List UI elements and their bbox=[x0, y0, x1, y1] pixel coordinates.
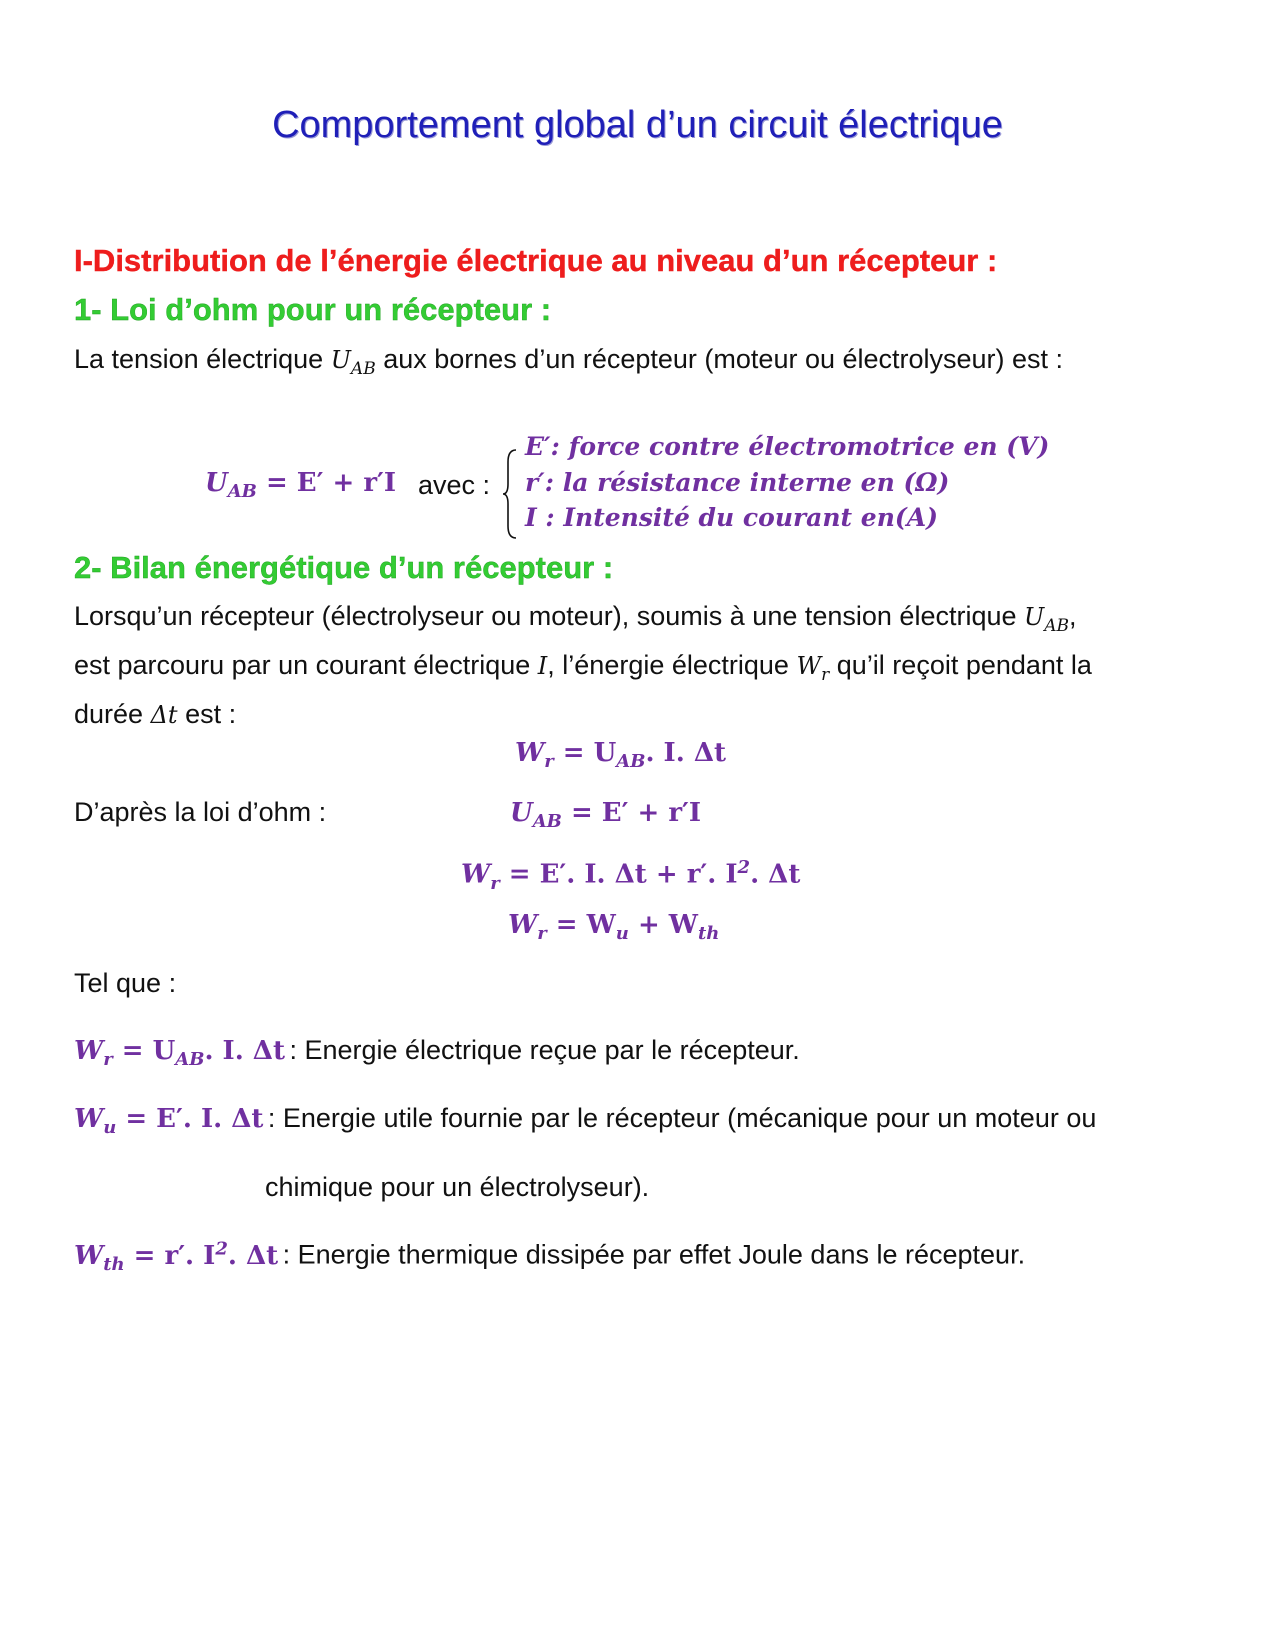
energy-sum-equation: $W_r = W_u + W_{th}$ bbox=[508, 910, 720, 945]
left-brace bbox=[502, 448, 518, 540]
condition-emf: E′: force contre électromotrice en (V) bbox=[525, 432, 1050, 461]
condition-resistance: r′: la résistance interne en (Ω) bbox=[525, 468, 950, 497]
page-title: Comportement global d’un circuit électrique bbox=[272, 104, 1003, 146]
current-variable: I bbox=[537, 652, 548, 680]
wr-formula: $W_r = U_{AB}$. I. Δt bbox=[74, 1036, 285, 1071]
wr-variable: $W_r$ bbox=[796, 652, 830, 685]
definition-useful-energy-continued: chimique pour un électrolyseur). bbox=[265, 1172, 650, 1202]
ohm-law-equation: $U_{AB} = E' + r'I$ bbox=[510, 798, 702, 833]
ohm-intro-paragraph: La tension électrique $U_{AB}$ aux bornes d’un récepteur (moteur ou électrolyseur) est : bbox=[74, 344, 1064, 379]
condition-current: I : Intensité du courant en(A) bbox=[525, 503, 938, 532]
section-heading-1: I-Distribution de l’énergie électrique au niveau d’un récepteur : bbox=[74, 243, 998, 278]
avec-label: avec : bbox=[418, 470, 491, 500]
uab-variable: $U_{AB}$ bbox=[1024, 603, 1070, 636]
definition-useful-energy: $W_u = E'$. I. Δt : Energie utile fournie par le récepteur (mécanique pour un moteur ou bbox=[74, 1103, 1097, 1139]
wth-formula: $W_{th} = r'$. $I^2$. Δt bbox=[74, 1238, 279, 1275]
wu-formula: $W_u = E'$. I. Δt bbox=[74, 1104, 264, 1139]
energy-expanded-equation: $W_r = E'$. I. Δt + r′. $I^2$. Δt bbox=[461, 857, 801, 894]
bilan-paragraph-line-1: Lorsqu’un récepteur (électrolyseur ou moteur), soumis à une tension électrique $U_{AB}$, bbox=[74, 601, 1077, 636]
ohm-law-label: D’après la loi d’ohm : bbox=[74, 797, 327, 827]
uab-variable: $U_{AB}$ bbox=[330, 346, 376, 379]
bilan-paragraph-line-2: est parcouru par un courant électrique I, l’énergie électrique $W_r$ qu’il reçoit pendant la bbox=[74, 650, 1092, 685]
bilan-paragraph-line-3: durée Δt est : bbox=[74, 699, 237, 729]
delta-t-variable: Δt bbox=[150, 701, 178, 729]
subsection-heading-1: 1- Loi d’ohm pour un récepteur : bbox=[74, 292, 552, 327]
energy-received-equation: $W_r = U_{AB}$. I. Δt bbox=[515, 738, 727, 773]
tel-que-label: Tel que : bbox=[74, 968, 177, 998]
subsection-heading-2: 2- Bilan énergétique d’un récepteur : bbox=[74, 550, 614, 585]
definition-received-energy: $W_r = U_{AB}$. I. Δt : Energie électrique reçue par le récepteur. bbox=[74, 1035, 800, 1071]
ohm-law-formula: $U_{AB} = E' + r'I$ bbox=[205, 468, 397, 503]
definition-thermal-energy: $W_{th} = r'$. $I^2$. Δt : Energie thermique dissipée par effet Joule dans le récepteur. bbox=[74, 1238, 1026, 1275]
